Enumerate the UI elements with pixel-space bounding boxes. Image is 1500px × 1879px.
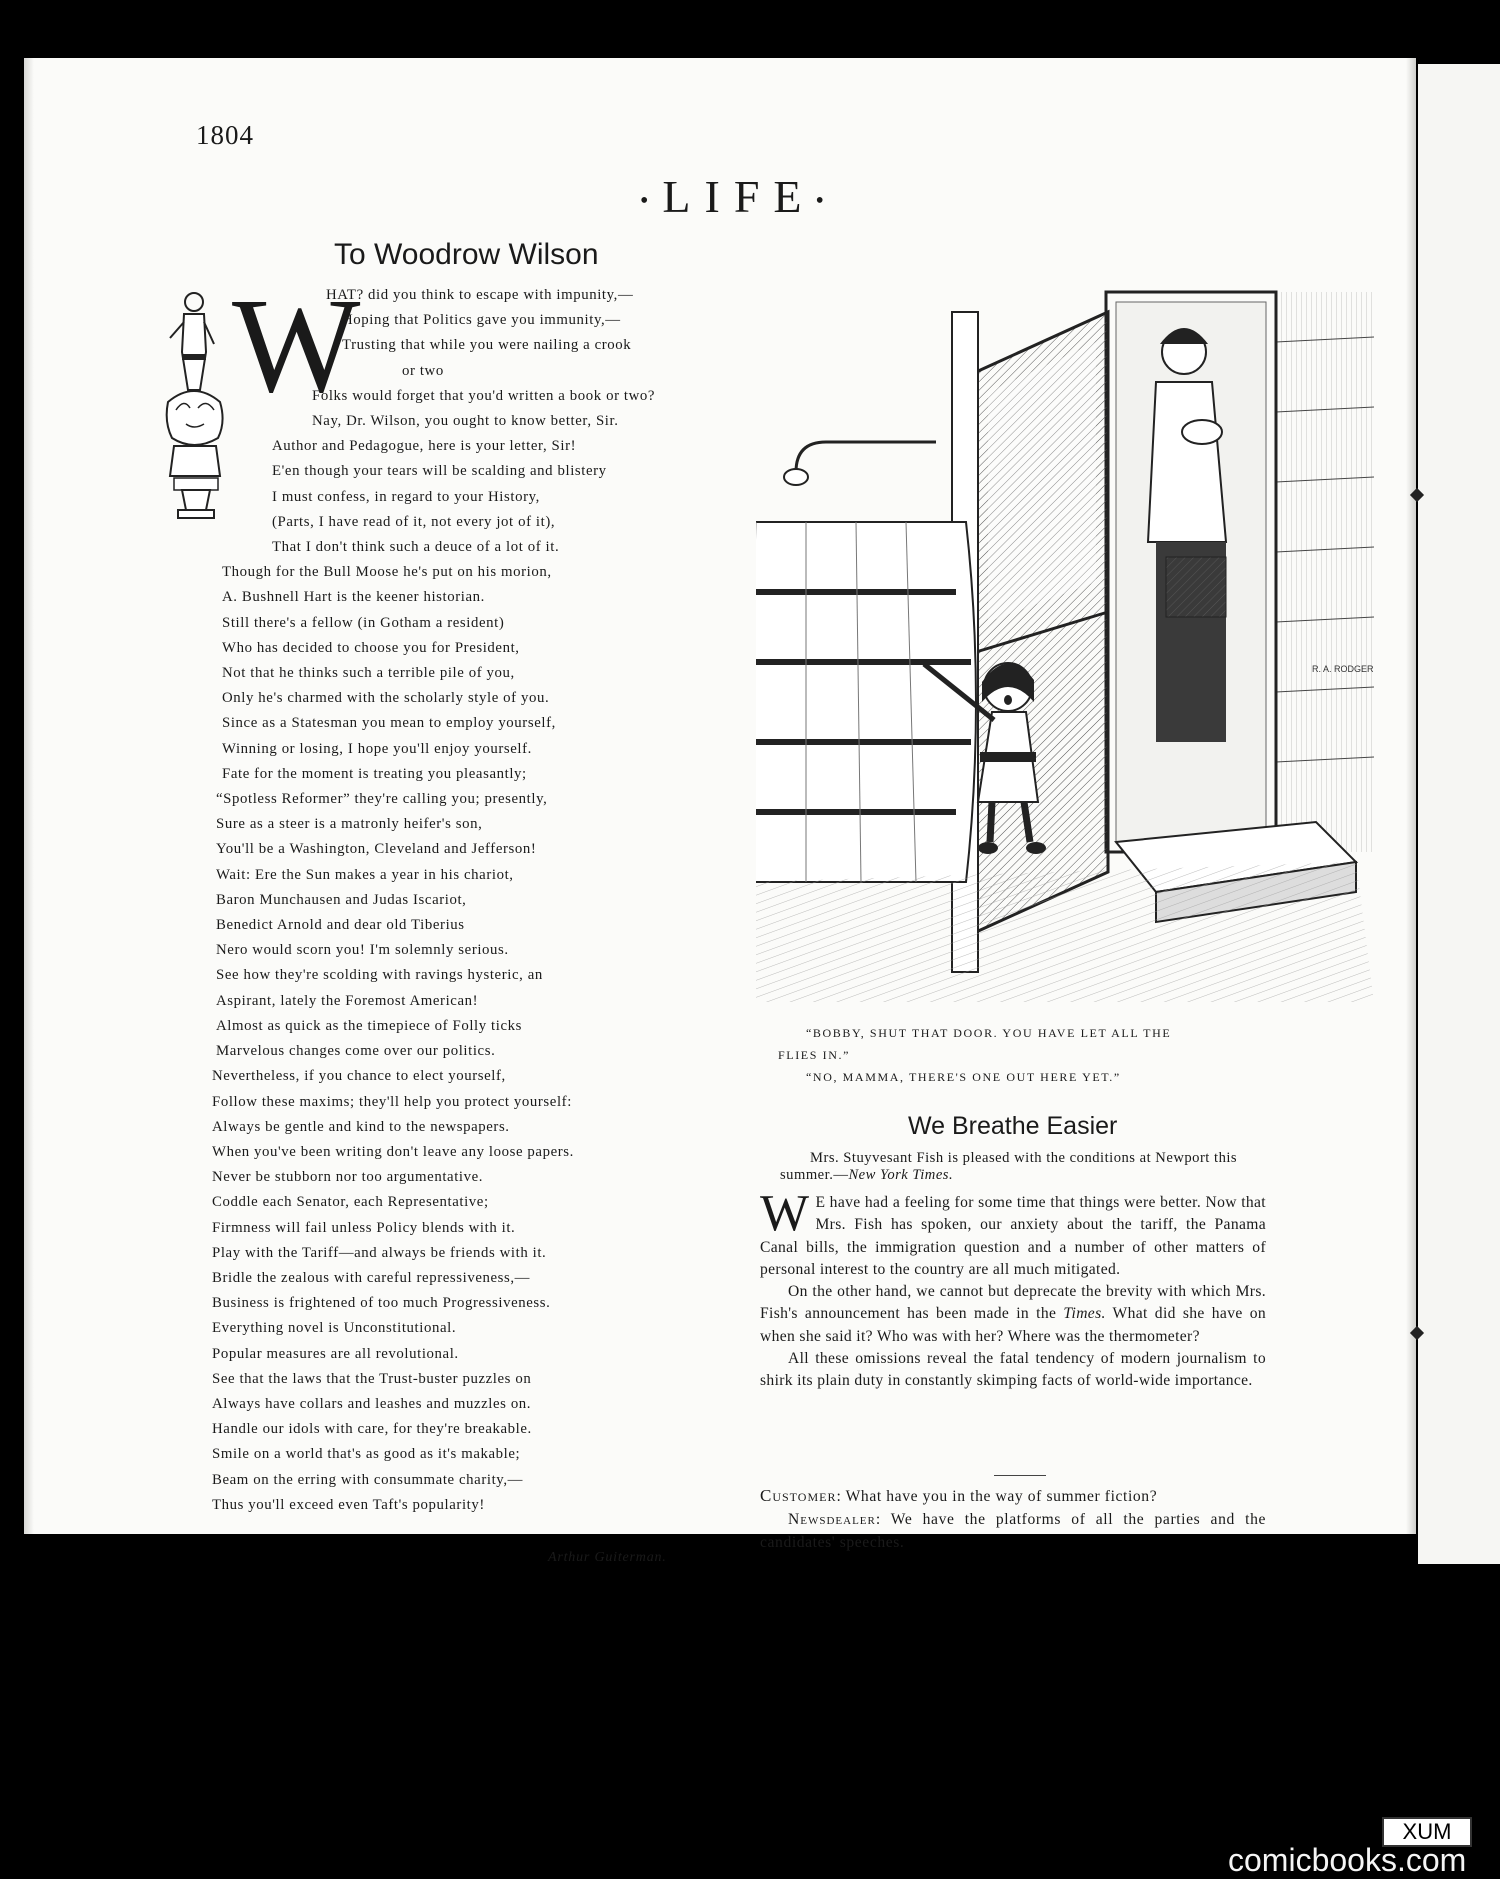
poem-line: Marvelous changes come over our politics. <box>216 1043 496 1060</box>
caption-line: FLIES IN.” <box>778 1048 850 1062</box>
article-paragraph <box>760 1281 1266 1348</box>
epigraph-source: New York Times. <box>848 1167 954 1183</box>
article-italic-times: Times. <box>1063 1305 1106 1323</box>
poem-line: Never be stubborn nor too argumentative. <box>212 1169 484 1186</box>
poem-dropcap-letter: W <box>232 271 361 421</box>
poem-body <box>208 283 728 1518</box>
poem-line: Baron Munchausen and Judas Iscariot, <box>216 891 467 908</box>
poem-line: or two <box>402 362 444 379</box>
poem-line: See how they're scolding with ravings hysteric, an <box>216 967 543 984</box>
page-edge-right <box>1406 58 1416 1534</box>
masthead-title: LIFE <box>662 171 816 222</box>
article-epigraph <box>780 1150 1252 1184</box>
poem-line: See that the laws that the Trust-buster puzzles on <box>212 1370 532 1387</box>
poem-line: Fate for the moment is treating you pleasantly; <box>222 765 527 782</box>
poem-line: Not that he thinks such a terrible pile of you, <box>222 665 515 682</box>
poem-line: E'en though your tears will be scalding and blistery <box>272 463 607 480</box>
masthead-dot: • <box>640 187 663 214</box>
poem-title: To Woodrow Wilson <box>334 238 599 271</box>
poem-line: Trusting that while you were nailing a crook <box>342 337 632 354</box>
caption-line: “BOBBY, SHUT THAT DOOR. YOU HAVE LET ALL THE <box>806 1026 1172 1040</box>
poem-line: Coddle each Senator, each Representative; <box>212 1194 489 1211</box>
caption-line: “NO, MAMMA, THERE'S ONE OUT HERE YET.” <box>806 1070 1121 1084</box>
poem-line: When you've been writing don't leave any loose papers. <box>212 1143 574 1160</box>
poem-line: Winning or losing, I hope you'll enjoy yourself. <box>222 740 532 757</box>
poem-line: Aspirant, lately the Foremost American! <box>216 992 479 1009</box>
article-paragraph-text: On the other hand, we cannot but deprecate the brevity with which Mrs. Fish's announcement has been made in the <box>760 1283 1266 1323</box>
poem-line: You'll be a Washington, Cleveland and Jefferson! <box>216 841 537 858</box>
illustrator-signature: R. A. RODGER <box>1312 664 1374 674</box>
poem-line: Only he's charmed with the scholarly style of you. <box>222 690 550 707</box>
poem-line: (Parts, I have read of it, not every jot of it), <box>272 513 556 530</box>
poem-line: Sure as a steer is a matronly heifer's son, <box>216 816 483 833</box>
article-title: We Breathe Easier <box>908 1112 1118 1140</box>
newsdealer-text: : We have the platforms of all the parties and the candidates' speeches. <box>760 1511 1266 1551</box>
masthead-dot: • <box>815 187 838 214</box>
customer-label: Customer <box>760 1486 837 1505</box>
poem-line: Beam on the erring with consummate charity,— <box>212 1471 524 1488</box>
joke-customer-line <box>760 1484 1266 1508</box>
cartoon-caption <box>778 1022 1260 1088</box>
article-dropcap: W <box>760 1185 810 1242</box>
poem-line: Firmness will fail unless Policy blends with it. <box>212 1219 516 1236</box>
poem-line: Hoping that Politics gave you immunity,— <box>342 312 621 329</box>
poem-line: Play with the Tariff—and always be friends with it. <box>212 1244 547 1261</box>
site-watermark: comicbooks.com <box>1228 1842 1467 1878</box>
poem-line: That I don't think such a deuce of a lot of it. <box>272 539 560 556</box>
poem-line: HAT? did you think to escape with impunity,— <box>326 287 634 303</box>
newsdealer-label: Newsdealer <box>788 1511 876 1528</box>
poem-line: A. Bushnell Hart is the keener historian. <box>222 589 485 606</box>
poem-line: Bridle the zealous with careful repressiveness,— <box>212 1269 531 1286</box>
page-number: 1804 <box>196 120 254 150</box>
article-paragraph-text: What did she have on when she said it? Who was with her? Where was the thermometer? <box>760 1305 1266 1345</box>
poem-line: Author and Pedagogue, here is your letter, Sir! <box>272 438 577 455</box>
page-edge-left <box>24 58 34 1534</box>
poem-line: Always have collars and leashes and muzzles on. <box>212 1395 532 1412</box>
poem-signature: Arthur Guiterman. <box>548 1550 667 1565</box>
section-divider <box>994 1475 1046 1476</box>
poem-line: Business is frightened of too much Progressiveness. <box>212 1295 551 1312</box>
poem-line: Smile on a world that's as good as it's makable; <box>212 1446 521 1463</box>
customer-text: : What have you in the way of summer fiction? <box>836 1488 1158 1505</box>
poem-line: Everything novel is Unconstitutional. <box>212 1320 457 1337</box>
poem-line: Benedict Arnold and dear old Tiberius <box>216 917 465 934</box>
poem-line: Nero would scorn you! I'm solemnly serious. <box>216 942 509 959</box>
joke-dialogue <box>760 1484 1266 1554</box>
poem-line: Follow these maxims; they'll help you protect yourself: <box>212 1093 572 1110</box>
scan-stamp: XUM <box>1382 1817 1472 1847</box>
article-paragraph-text: E have had a feeling for some time that things were better. Now that Mrs. Fish has spoken, our anxiety about the tariff, the Panama Canal bills, the immigration question and a number of other matters of personal interest to the country are all much mitigated. <box>760 1194 1266 1278</box>
article-body <box>760 1185 1266 1393</box>
poem-line: I must confess, in regard to your History, <box>272 488 540 505</box>
poem-line: Who has decided to choose you for President, <box>222 639 520 656</box>
masthead <box>640 170 838 223</box>
poem-line: Handle our idols with care, for they're breakable. <box>212 1421 532 1438</box>
poem-line: Though for the Bull Moose he's put on his morion, <box>222 564 552 581</box>
poem-line: Nevertheless, if you chance to elect yourself, <box>212 1068 506 1085</box>
poem-line: Wait: Ere the Sun makes a year in his chariot, <box>216 866 514 883</box>
epigraph-text: Mrs. Stuyvesant Fish is pleased with the conditions at Newport this summer.— <box>780 1150 1238 1183</box>
cartoon-drawing-icon <box>756 282 1374 1002</box>
poem-line: Almost as quick as the timepiece of Folly ticks <box>216 1017 523 1034</box>
article-paragraph <box>760 1185 1266 1281</box>
poem-line: Thus you'll exceed even Taft's popularity! <box>212 1496 485 1513</box>
poem-line: “Spotless Reformer” they're calling you; presently, <box>216 791 548 808</box>
cartoon-illustration <box>756 282 1374 1002</box>
poem-line: Nay, Dr. Wilson, you ought to know better, Sir. <box>312 413 619 430</box>
article-paragraph: All these omissions reveal the fatal tendency of modern journalism to shirk its plain duty in constantly skimping facts of world-wide importance. <box>760 1350 1266 1390</box>
poem-line: Since as a Statesman you mean to employ yourself, <box>222 715 556 732</box>
poem-line: Always be gentle and kind to the newspapers. <box>212 1118 510 1135</box>
poem-line: Popular measures are all revolutional. <box>212 1345 459 1362</box>
poem-line: Still there's a fellow (in Gotham a resident) <box>222 614 505 631</box>
poem-line: Folks would forget that you'd written a book or two? <box>312 387 656 404</box>
joke-newsdealer-line <box>760 1508 1266 1554</box>
facing-page-edge <box>1418 64 1500 1564</box>
